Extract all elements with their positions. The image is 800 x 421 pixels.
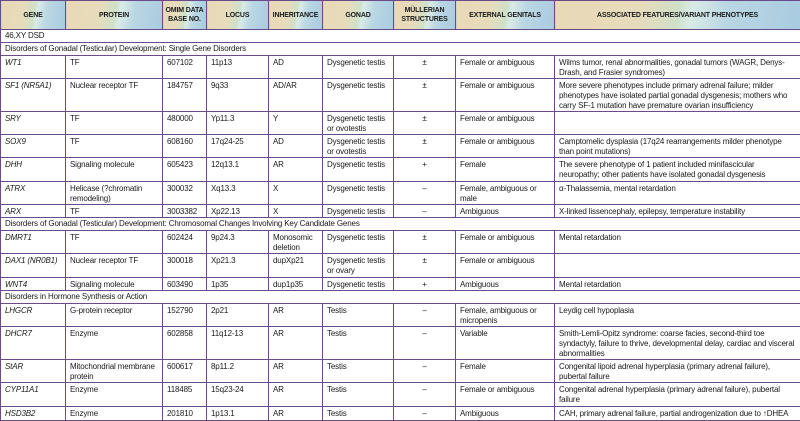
cell-protein: Signaling molecule — [66, 278, 163, 291]
cell-associated-features: Camptomelic dysplasia (17q24 rearrangements milder phenotype than point mutations) — [555, 135, 800, 158]
cell-protein: Helicase (?chromatin remodeling) — [66, 182, 163, 205]
cell-inheritance: AD — [269, 56, 323, 79]
cell-mullerian-structures: + — [394, 278, 456, 291]
cell-gonad: Dysgenetic testis — [323, 158, 394, 182]
cell-protein: TF — [66, 56, 163, 79]
cell-protein: Enzyme — [66, 407, 163, 421]
cell-omim-number: 607102 — [163, 56, 207, 79]
cell-gene: CYP11A1 — [1, 383, 66, 407]
cell-gonad: Dysgenetic testis — [323, 231, 394, 254]
cell-mullerian-structures: – — [394, 205, 456, 218]
cell-omim-number: 300032 — [163, 182, 207, 205]
cell-protein: Enzyme — [66, 383, 163, 407]
cell-omim-number: 3003382 — [163, 205, 207, 218]
cell-external-genitals: Female, ambiguous or micropenis — [456, 304, 555, 327]
cell-locus: 9p24.3 — [207, 231, 269, 254]
cell-inheritance: Y — [269, 112, 323, 135]
cell-associated-features: Congenital adrenal hyperplasia (primary adrenal failure), pubertal failure — [555, 383, 800, 407]
cell-external-genitals: Ambiguous — [456, 407, 555, 421]
cell-omim-number: 600617 — [163, 360, 207, 383]
table-row — [1, 182, 800, 205]
cell-locus: 1p13.1 — [207, 407, 269, 421]
cell-omim-number: 300018 — [163, 254, 207, 278]
cell-locus: 9q33 — [207, 79, 269, 112]
cell-locus: Yp11.3 — [207, 112, 269, 135]
cell-locus: 8p11.2 — [207, 360, 269, 383]
cell-associated-features: Mental retardation — [555, 278, 800, 291]
cell-omim-number: 152790 — [163, 304, 207, 327]
cell-external-genitals: Female — [456, 158, 555, 182]
cell-omim-number: 602424 — [163, 231, 207, 254]
table-row — [1, 304, 800, 327]
cell-inheritance: AR — [269, 360, 323, 383]
cell-inheritance: AR — [269, 327, 323, 360]
table-row — [1, 158, 800, 182]
cell-locus: 17q24-25 — [207, 135, 269, 158]
cell-gene: ATRX — [1, 182, 66, 205]
cell-protein: Signaling molecule — [66, 158, 163, 182]
section-title: 46,XY DSD — [1, 30, 800, 43]
cell-gonad: Testis — [323, 407, 394, 421]
table-row — [1, 360, 800, 383]
cell-omim-number: 118485 — [163, 383, 207, 407]
cell-external-genitals: Female or ambiguous — [456, 254, 555, 278]
cell-inheritance: X — [269, 205, 323, 218]
cell-inheritance: Monosomic deletion — [269, 231, 323, 254]
cell-associated-features — [555, 254, 800, 278]
cell-protein: Mitochondrial membrane protein — [66, 360, 163, 383]
cell-associated-features: Mental retardation — [555, 231, 800, 254]
table-header — [1, 1, 800, 30]
cell-locus: Xp21.3 — [207, 254, 269, 278]
cell-external-genitals: Variable — [456, 327, 555, 360]
cell-mullerian-structures: ± — [394, 56, 456, 79]
header-omim-number: OMIM DATA BASE NO. — [163, 1, 207, 30]
cell-omim-number: 603490 — [163, 278, 207, 291]
cell-gene: SF1 (NR5A1) — [1, 79, 66, 112]
cell-protein: G-protein receptor — [66, 304, 163, 327]
cell-associated-features: Leydig cell hypoplasia — [555, 304, 800, 327]
cell-gonad: Testis — [323, 327, 394, 360]
section-header-row — [1, 30, 800, 43]
cell-mullerian-structures: – — [394, 383, 456, 407]
cell-external-genitals: Female or ambiguous — [456, 383, 555, 407]
cell-associated-features: X-linked lissencephaly, epilepsy, temperature instability — [555, 205, 800, 218]
cell-omim-number: 480000 — [163, 112, 207, 135]
cell-omim-number: 201810 — [163, 407, 207, 421]
cell-gonad: Dysgenetic testis — [323, 56, 394, 79]
cell-gonad: Dysgenetic testis — [323, 182, 394, 205]
table-row — [1, 135, 800, 158]
cell-external-genitals: Female — [456, 360, 555, 383]
cell-gonad: Dysgenetic testis — [323, 205, 394, 218]
section-header-row — [1, 291, 800, 304]
cell-gene: DHH — [1, 158, 66, 182]
header-locus: LOCUS — [207, 1, 269, 30]
cell-gene: DMRT1 — [1, 231, 66, 254]
cell-gonad: Testis — [323, 304, 394, 327]
cell-external-genitals: Female or ambiguous — [456, 79, 555, 112]
header-gonad: GONAD — [323, 1, 394, 30]
header-external-genitals: EXTERNAL GENITALS — [456, 1, 555, 30]
cell-associated-features — [555, 112, 800, 135]
cell-gene: SOX9 — [1, 135, 66, 158]
cell-gene: LHGCR — [1, 304, 66, 327]
cell-inheritance: AD — [269, 135, 323, 158]
table-row — [1, 407, 800, 421]
cell-protein: Enzyme — [66, 327, 163, 360]
cell-mullerian-structures: – — [394, 182, 456, 205]
section-title: Disorders of Gonadal (Testicular) Development: Chromosomal Changes Involving Key Candidate Genes — [1, 218, 800, 231]
cell-associated-features: α-Thalassemia, mental retardation — [555, 182, 800, 205]
cell-inheritance: AR — [269, 158, 323, 182]
table-body — [1, 30, 800, 421]
cell-associated-features: CAH, primary adrenal failure, partial androgenization due to ↑DHEA — [555, 407, 800, 421]
header-gene: GENE — [1, 1, 66, 30]
cell-mullerian-structures: – — [394, 327, 456, 360]
cell-protein: TF — [66, 205, 163, 218]
table-row — [1, 79, 800, 112]
cell-locus: Xq13.3 — [207, 182, 269, 205]
cell-external-genitals: Ambiguous — [456, 278, 555, 291]
cell-external-genitals: Female or ambiguous — [456, 56, 555, 79]
header-inheritance: INHERITANCE — [269, 1, 323, 30]
header-associated-features: ASSOCIATED FEATURES/VARIANT PHENOTYPES — [555, 1, 800, 30]
cell-mullerian-structures: – — [394, 304, 456, 327]
cell-protein: TF — [66, 112, 163, 135]
cell-mullerian-structures: ± — [394, 79, 456, 112]
cell-associated-features: Congenital lipoid adrenal hyperplasia (primary adrenal failure), pubertal failure — [555, 360, 800, 383]
cell-associated-features: Smith-Lemli-Opitz syndrome: coarse facies, second-third toe syndactyly, failure to thrive, developmental delay, cardiac and visceral abnormalities — [555, 327, 800, 360]
cell-gene: WNT4 — [1, 278, 66, 291]
cell-locus: 11p13 — [207, 56, 269, 79]
cell-gonad: Dysgenetic testis — [323, 278, 394, 291]
cell-protein: TF — [66, 231, 163, 254]
cell-gonad: Dysgenetic testis — [323, 79, 394, 112]
cell-associated-features: The severe phenotype of 1 patient included minifascicular neuropathy; other patients have isolated gonadal dysgenesis — [555, 158, 800, 182]
cell-gene: ARX — [1, 205, 66, 218]
cell-locus: 2p21 — [207, 304, 269, 327]
cell-gonad: Dysgenetic testis or ovary — [323, 254, 394, 278]
cell-inheritance: AR — [269, 383, 323, 407]
cell-omim-number: 184757 — [163, 79, 207, 112]
cell-external-genitals: Ambiguous — [456, 205, 555, 218]
cell-mullerian-structures: – — [394, 407, 456, 421]
cell-gonad: Dysgenetic testis or ovotestis — [323, 135, 394, 158]
cell-gene: HSD3B2 — [1, 407, 66, 421]
cell-mullerian-structures: ± — [394, 112, 456, 135]
cell-external-genitals: Female or ambiguous — [456, 112, 555, 135]
cell-mullerian-structures: ± — [394, 135, 456, 158]
section-header-row — [1, 43, 800, 56]
section-title: Disorders in Hormone Synthesis or Action — [1, 291, 800, 304]
cell-external-genitals: Female or ambiguous — [456, 135, 555, 158]
cell-omim-number: 605423 — [163, 158, 207, 182]
cell-inheritance: AR — [269, 407, 323, 421]
table-row — [1, 56, 800, 79]
table-row — [1, 383, 800, 407]
section-header-row — [1, 218, 800, 231]
cell-mullerian-structures: – — [394, 360, 456, 383]
table-row — [1, 327, 800, 360]
table-row — [1, 231, 800, 254]
cell-locus: 15q23-24 — [207, 383, 269, 407]
cell-associated-features: More severe phenotypes include primary adrenal failure; milder phenotypes have isolated partial gonadal dysgenesis; mothers who carry SF-1 mutation have premature ovarian insufficiency — [555, 79, 800, 112]
cell-omim-number: 608160 — [163, 135, 207, 158]
cell-external-genitals: Female or ambiguous — [456, 231, 555, 254]
cell-inheritance: X — [269, 182, 323, 205]
cell-locus: Xp22.13 — [207, 205, 269, 218]
cell-protein: TF — [66, 135, 163, 158]
cell-inheritance: AD/AR — [269, 79, 323, 112]
cell-mullerian-structures: ± — [394, 231, 456, 254]
cell-locus: 12q13.1 — [207, 158, 269, 182]
cell-gonad: Testis — [323, 383, 394, 407]
cell-gene: SRY — [1, 112, 66, 135]
cell-gonad: Dysgenetic testis or ovotestis — [323, 112, 394, 135]
cell-mullerian-structures: + — [394, 158, 456, 182]
cell-omim-number: 602858 — [163, 327, 207, 360]
section-title: Disorders of Gonadal (Testicular) Development: Single Gene Disorders — [1, 43, 800, 56]
cell-gonad: Testis — [323, 360, 394, 383]
cell-gene: StAR — [1, 360, 66, 383]
cell-protein: Nuclear receptor TF — [66, 79, 163, 112]
cell-gene: DHCR7 — [1, 327, 66, 360]
cell-mullerian-structures: ± — [394, 254, 456, 278]
header-protein: PROTEIN — [66, 1, 163, 30]
table-row — [1, 254, 800, 278]
table-row — [1, 278, 800, 291]
cell-inheritance: dup1p35 — [269, 278, 323, 291]
cell-external-genitals: Female, ambiguous or male — [456, 182, 555, 205]
cell-gene: WT1 — [1, 56, 66, 79]
cell-inheritance: dupXp21 — [269, 254, 323, 278]
table-row — [1, 112, 800, 135]
cell-locus: 1p35 — [207, 278, 269, 291]
cell-protein: Nuclear receptor TF — [66, 254, 163, 278]
cell-gene: DAX1 (NR0B1) — [1, 254, 66, 278]
cell-associated-features: Wilms tumor, renal abnormalities, gonadal tumors (WAGR, Denys-Drash, and Frasier syndromes) — [555, 56, 800, 79]
header-mullerian-structures: MÜLLERIAN STRUCTURES — [394, 1, 456, 30]
table-row — [1, 205, 800, 218]
cell-locus: 11q12-13 — [207, 327, 269, 360]
cell-inheritance: AR — [269, 304, 323, 327]
